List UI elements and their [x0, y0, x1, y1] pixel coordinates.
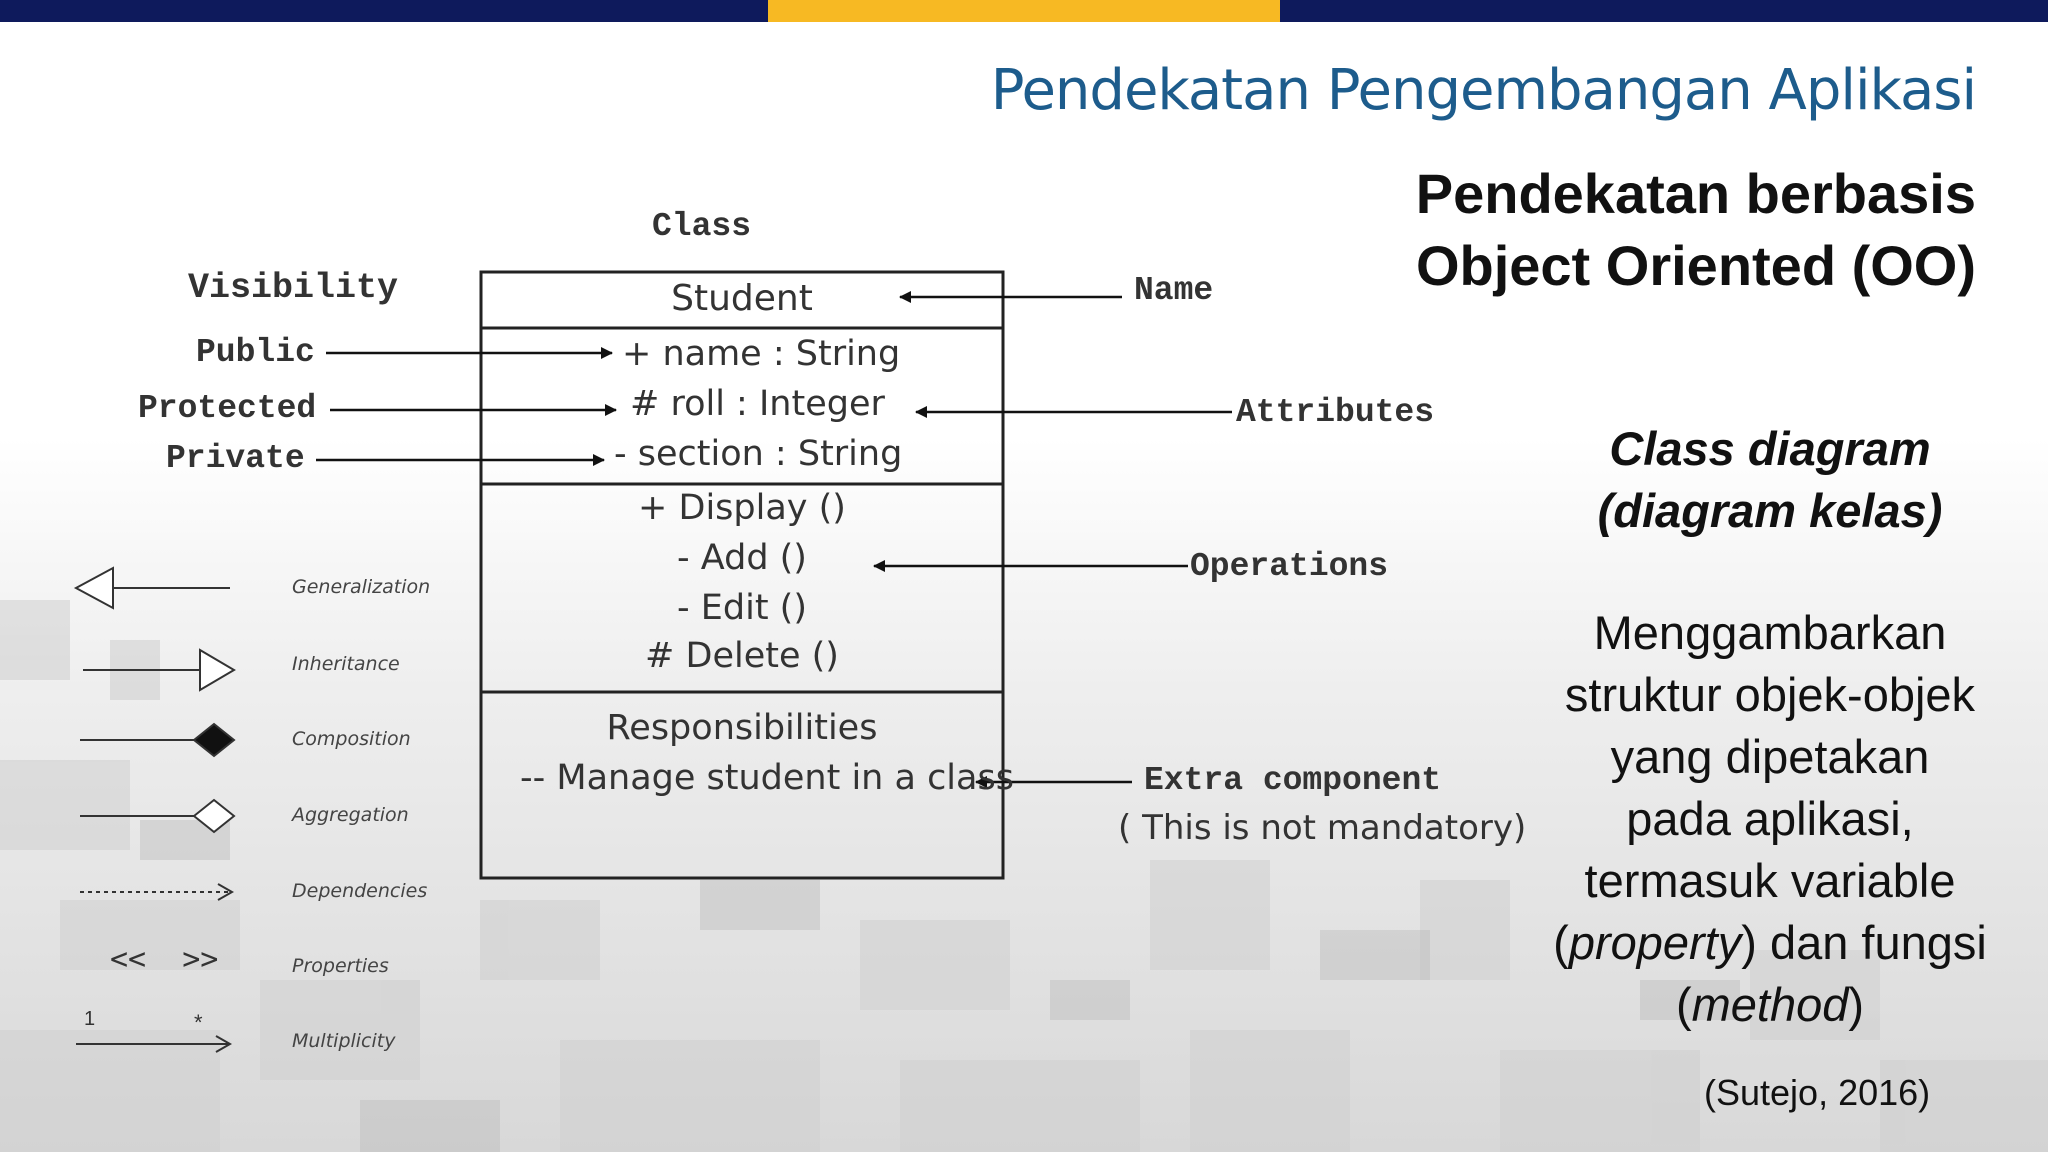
- slide-header: Pendekatan Pengembangan Aplikasi: [990, 58, 1976, 123]
- operation-display: + Display (): [638, 488, 846, 528]
- legend-multiplicity: Multiplicity: [292, 1030, 396, 1052]
- legend-properties-symbol: << >>: [110, 942, 219, 977]
- legend-symbols: [76, 568, 234, 1052]
- label-extra-component: Extra component: [1144, 762, 1442, 799]
- desc-method: method: [1691, 978, 1849, 1031]
- legend-inheritance: Inheritance: [292, 653, 400, 675]
- citation: (Sutejo, 2016): [1704, 1072, 1931, 1113]
- multiplicity-left-label: 1: [84, 1008, 96, 1030]
- desc-line-6-open: (: [1553, 916, 1569, 969]
- responsibilities-title: Responsibilities: [606, 708, 878, 748]
- legend-aggregation: Aggregation: [292, 804, 409, 826]
- desc-line-2: struktur objek-objek: [1564, 668, 1976, 721]
- legend-dependencies: Dependencies: [292, 880, 428, 902]
- aggregation-diamond-icon: [194, 800, 234, 832]
- class-name: Student: [671, 278, 813, 319]
- desc-property: property: [1568, 916, 1742, 969]
- title-line-2: Object Oriented (OO): [1415, 234, 1976, 297]
- label-operations: Operations: [1190, 548, 1389, 585]
- desc-line-6-rest: ) dan fungsi: [1741, 916, 1987, 969]
- desc-line-5: termasuk variable: [1584, 854, 1956, 907]
- attribute-public: + name : String: [622, 334, 901, 374]
- operation-add: - Add (): [677, 538, 807, 578]
- inheritance-triangle-icon: [200, 650, 234, 690]
- legend-generalization: Generalization: [292, 576, 431, 598]
- responsibility-item: -- Manage student in a class: [520, 758, 1014, 798]
- label-class: Class: [652, 208, 752, 245]
- attribute-protected: # roll : Integer: [630, 384, 885, 424]
- desc-line-4: pada aplikasi,: [1626, 792, 1914, 845]
- multiplicity-right-label: *: [194, 1010, 203, 1035]
- legend-composition: Composition: [292, 728, 411, 750]
- operation-delete: # Delete (): [645, 636, 839, 676]
- label-extra-note: ( This is not mandatory): [1118, 808, 1527, 848]
- title-line-1: Pendekatan berbasis: [1415, 162, 1976, 225]
- composition-diamond-icon: [194, 724, 234, 756]
- label-public: Public: [196, 334, 315, 371]
- label-visibility: Visibility: [188, 268, 399, 308]
- label-private: Private: [166, 440, 305, 477]
- desc-line-7-open: (: [1675, 978, 1692, 1031]
- subtitle-line-2: (diagram kelas): [1597, 484, 1943, 537]
- legend-properties: Properties: [292, 955, 389, 977]
- desc-line-3: yang dipetakan: [1610, 730, 1930, 783]
- desc-line-7-close: ): [1848, 978, 1865, 1031]
- label-protected: Protected: [138, 390, 317, 427]
- generalization-triangle-icon: [76, 568, 113, 608]
- operation-edit: - Edit (): [677, 588, 807, 628]
- subtitle-line-1: Class diagram: [1609, 422, 1931, 475]
- label-attributes: Attributes: [1236, 394, 1435, 431]
- label-name: Name: [1134, 272, 1214, 309]
- attribute-private: - section : String: [614, 434, 903, 474]
- desc-line-1: Menggambarkan: [1593, 606, 1947, 659]
